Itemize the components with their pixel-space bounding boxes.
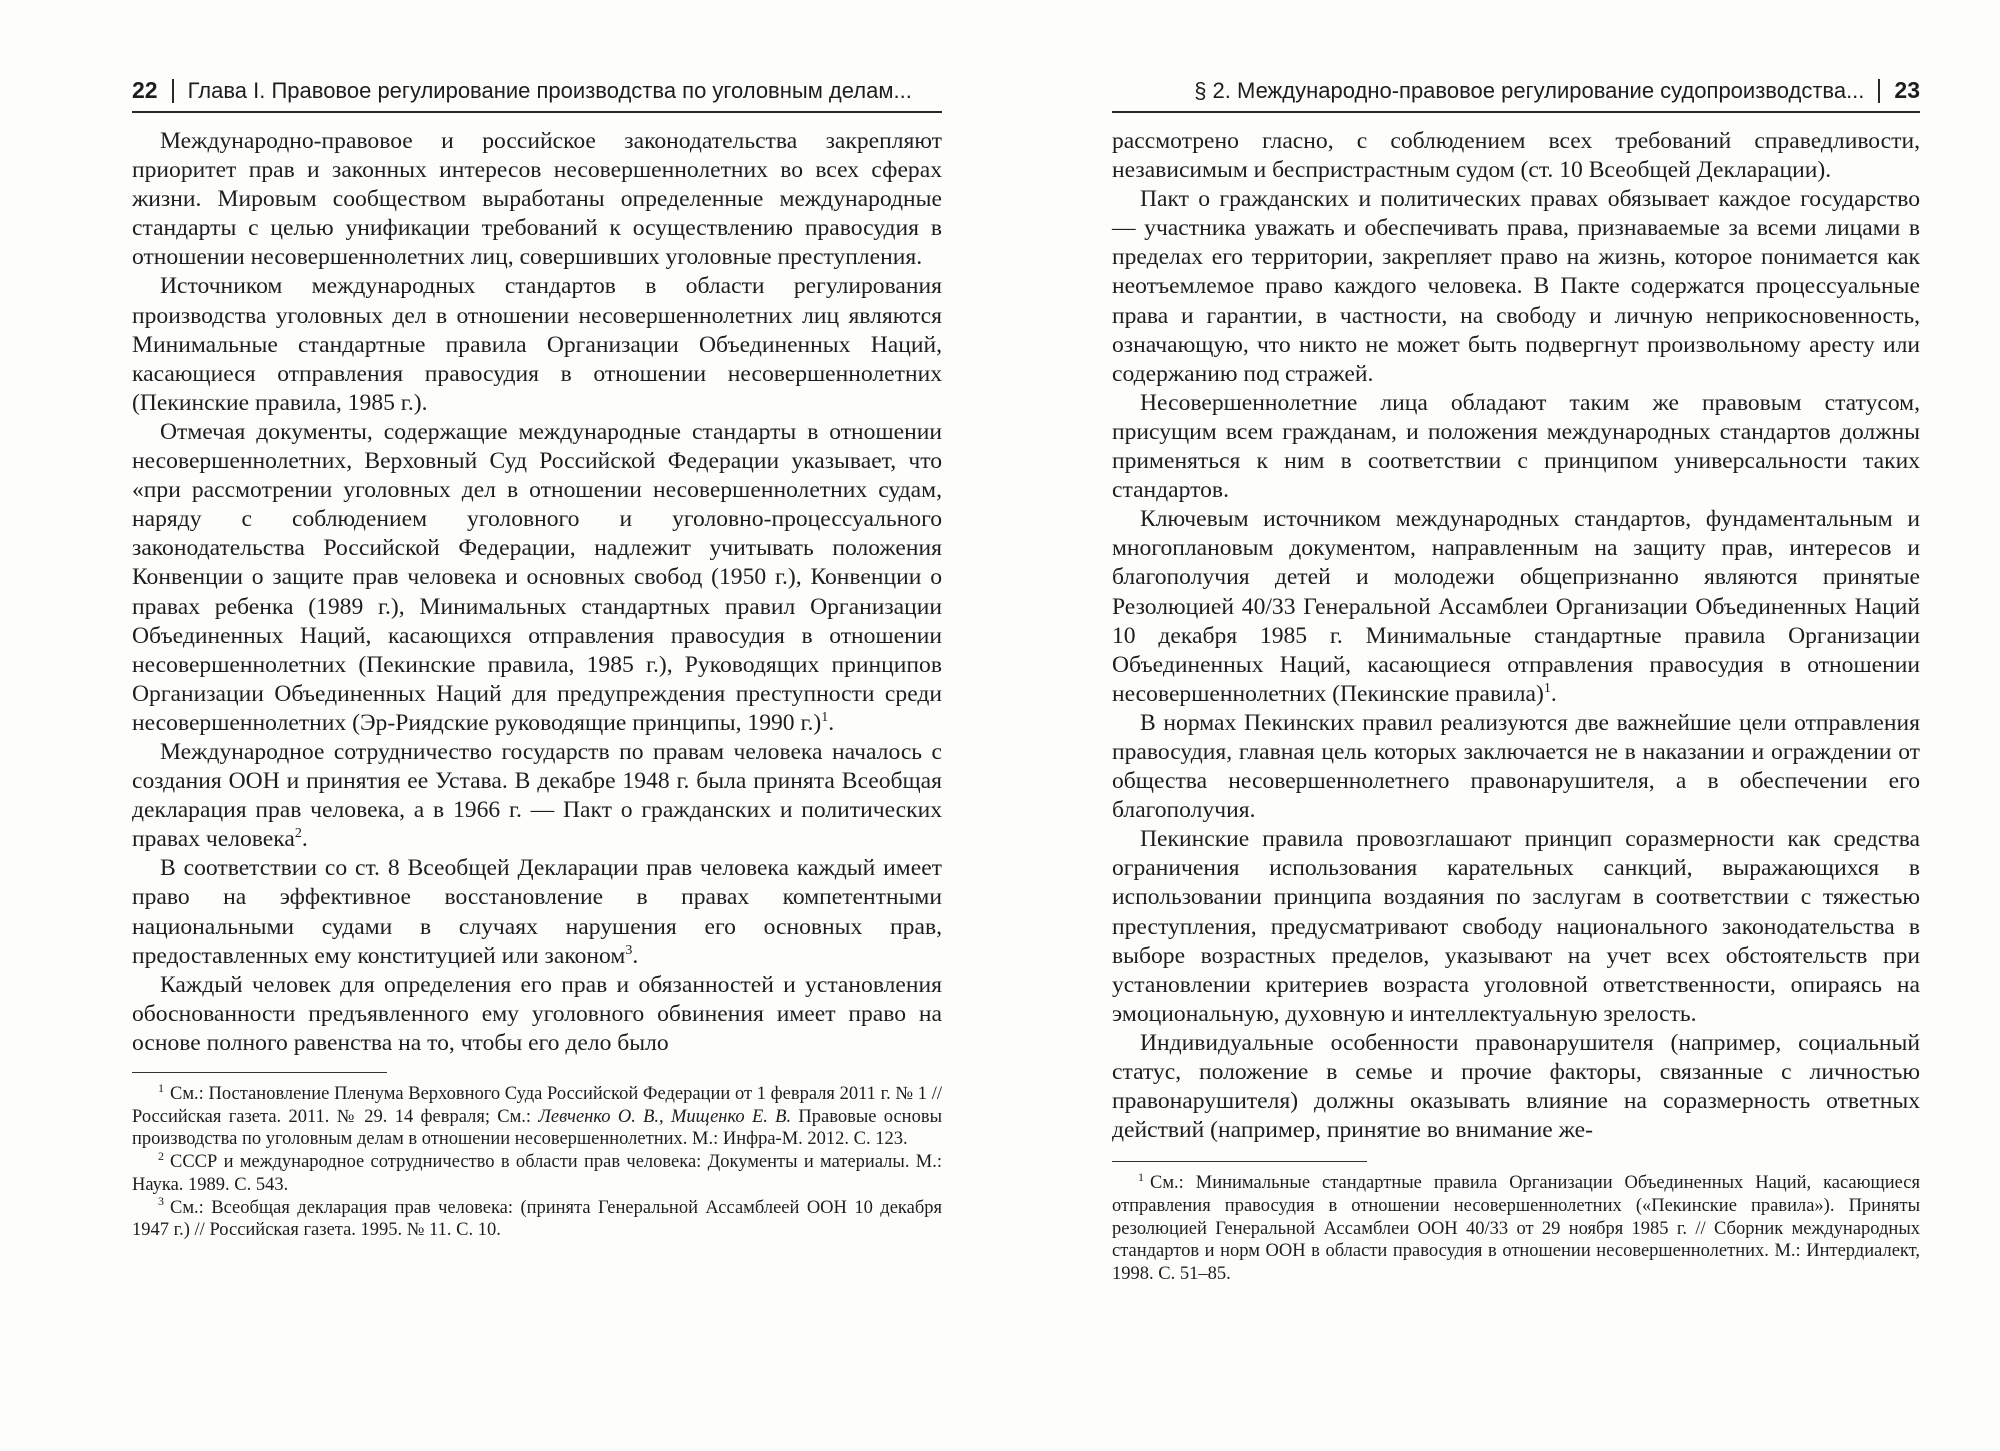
footnote-ref: 2 (294, 826, 302, 842)
left-page-body (132, 127, 942, 1058)
running-title: Глава I. Правовое регулирование производства по уголовным делам... (187, 78, 912, 103)
right-page (1112, 74, 1920, 1286)
paragraph: В нормах Пекинских правил реализуются две важнейшие цели отправления правосудия, главная цель которых заключается не в наказании и ограждении от общества несовершеннолетнего правонарушителя, а в обеспечении его благополучия. (1112, 709, 1920, 824)
page-number: 23 (1894, 77, 1920, 103)
page-number: 22 (132, 77, 158, 103)
right-page-body (1112, 127, 1920, 1145)
paragraph: Индивидуальные особенности правонарушителя (например, социальный статус, положение в семье и прочие факторы, связанные с личностью правонарушителя) должны оказывать влияние на соразмерность ответных действий (например, принятие во внимание же- (1112, 1029, 1920, 1144)
footnote: $^2$ СССР и международное сотрудничество в области прав человека: Документы и материалы. М.: Наука. 1989. С. 543. (132, 1148, 942, 1195)
footnote-ref: 1 (821, 710, 829, 726)
paragraph: Международное сотрудничество государств по правам человека началось с создания ООН и принятия ее Устава. В декабре 1948 г. была принята Всеобщая декларация прав человека, а в 1966 г. — Пакт о гражданских и политических правах человека$^2$. (132, 738, 942, 853)
paragraph: Международно-правовое и российское законодательства закрепляют приоритет прав и законных интересов несовершеннолетних во всех сферах жизни. Мировым сообществом выработаны определенные международные стандарты с целью унификации требований к осуществлению правосудия в отношении несовершеннолетних лиц, совершивших уголовные преступления. (132, 128, 942, 271)
footnote: $^1$ См.: Минимальные стандартные правила Организации Объединенных Наций, касающиеся отправления правосудия в отношении несовершеннолетних («Пекинские правила»). Приняты резолюцией Генеральной Ассамблеи ООН 40/33 от 29 ноября 1985 г. // Сборник международных стандартов и норм ООН в области правосудия в отношении несовершеннолетних. М.: Интердиалект, 1998. С. 51–85. (1112, 1170, 1920, 1285)
paragraph: рассмотрено гласно, с соблюдением всех требований справедливости, независимым и беспристрастным судом (ст. 10 Всеобщей Декларации). (1112, 128, 1920, 184)
header-separator (172, 79, 174, 103)
paragraph: Источником международных стандартов в области регулирования производства уголовных дел в отношении несовершеннолетних лиц являются Минимальные стандартные правила Организации Объединенных Наций, касающиеся отправления правосудия в отношении несовершеннолетних (Пекинские правила, 1985 г.). (132, 273, 942, 416)
left-page-footnotes (132, 1080, 942, 1242)
right-page-footnotes (1112, 1172, 1920, 1286)
paragraph: В соответствии со ст. 8 Всеобщей Декларации прав человека каждый имеет право на эффективное восстановление в правах компетентными национальными судами в случаях нарушения его основных прав, предоставленных ему конституцией или законом$^3$. (132, 855, 942, 969)
right-page-header (1112, 74, 1920, 113)
left-page-header (132, 74, 942, 113)
paragraph: Пакт о гражданских и политических правах обязывает каждое государство — участника уважать и обеспечивать права, признаваемые за всеми лицами в пределах его территории, закрепляет право на жизнь, которое понимается как неотъемлемое право каждого человека. В Пакте содержатся процессуальные права и гарантии, в частности, на свободу и личную неприкосновенность, означающую, что никто не может быть подвергнут произвольному аресту или содержанию под стражей. (1112, 186, 1920, 387)
footnote-ref: 1 (1543, 680, 1551, 696)
header-separator (1878, 79, 1880, 103)
footnote-divider (1112, 1161, 1367, 1162)
running-title: § 2. Международно-правовое регулирование судопроизводства... (1194, 78, 1865, 103)
footnote-divider (132, 1072, 387, 1073)
paragraph: Пекинские правила провозглашают принцип соразмерности как средства ограничения использования карательных санкций, выражающихся в использовании принципа воздаяния по заслугам в соответствии с тяжестью преступления, предусматривают свободу национального законодательства в выборе возрастных пределов, указывают на учет всех обстоятельств при установлении критериев возраста уголовной ответственности, опираясь на эмоциональную, духовную и интеллектуальную зрелость. (1112, 826, 1920, 1027)
paragraph: Отмечая документы, содержащие международные стандарты в отношении несовершеннолетних, Верховный Суд Российской Федерации указывает, что «при рассмотрении уголовных дел в отношении несовершеннолетних судам, наряду с соблюдением уголовного и уголовно-процессуального законодательства Российской Федерации, надлежит учитывать положения Конвенции о защите прав человека и основных свобод (1950 г.), Конвенции о правах ребенка (1989 г.), Минимальных стандартных правил Организации Объединенных Наций, касающихся отправления правосудия в отношении несовершеннолетних (Пекинские правила, 1985 г.), Руководящих принципов Организации Объединенных Наций для предупреждения преступности среди несовершеннолетних (Эр-Риядские руководящие принципы, 1990 г.)$^1$. (132, 418, 942, 736)
footnote: $^3$ См.: Всеобщая декларация прав человека: (принята Генеральной Ассамблеей ООН 10 декабря 1947 г.) // Российская газета. 1995. № 11. С. 10. (132, 1194, 942, 1241)
left-page (132, 74, 942, 1242)
footnote: $^1$ См.: Постановление Пленума Верховного Суда Российской Федерации от 1 февраля 2011 г. № 1 // Российская газета. 2011. № 29. 14 февраля; См.: Левченко О. В., Мищенко Е. В. Правовые основы производства по уголовным делам в отношении несовершеннолетних. М.: Инфра-М. 2012. С. 123. (132, 1080, 942, 1150)
paragraph: Ключевым источником международных стандартов, фундаментальным и многоплановым документом, направленным на защиту прав, интересов и благополучия детей и молодежи общепризнанно являются принятые Резолюцией 40/33 Генеральной Ассамблеи Организации Объединенных Наций 10 декабря 1985 г. Минимальные стандартные правила Организации Объединенных Наций, касающиеся отправления правосудия в отношении несовершеннолетних (Пекинские правила)$^1$. (1112, 506, 1920, 707)
paragraph: Каждый человек для определения его прав и обязанностей и установления обоснованности предъявленного ему уголовного обвинения имеет право на основе полного равенства на то, чтобы его дело было (132, 971, 942, 1056)
paragraph: Несовершеннолетние лица обладают таким же правовым статусом, присущим всем гражданам, и положения международных стандартов должны применяться к ним в соответствии с принципом универсальности таких стандартов. (1112, 389, 1920, 504)
footnote-ref: 3 (625, 942, 633, 958)
